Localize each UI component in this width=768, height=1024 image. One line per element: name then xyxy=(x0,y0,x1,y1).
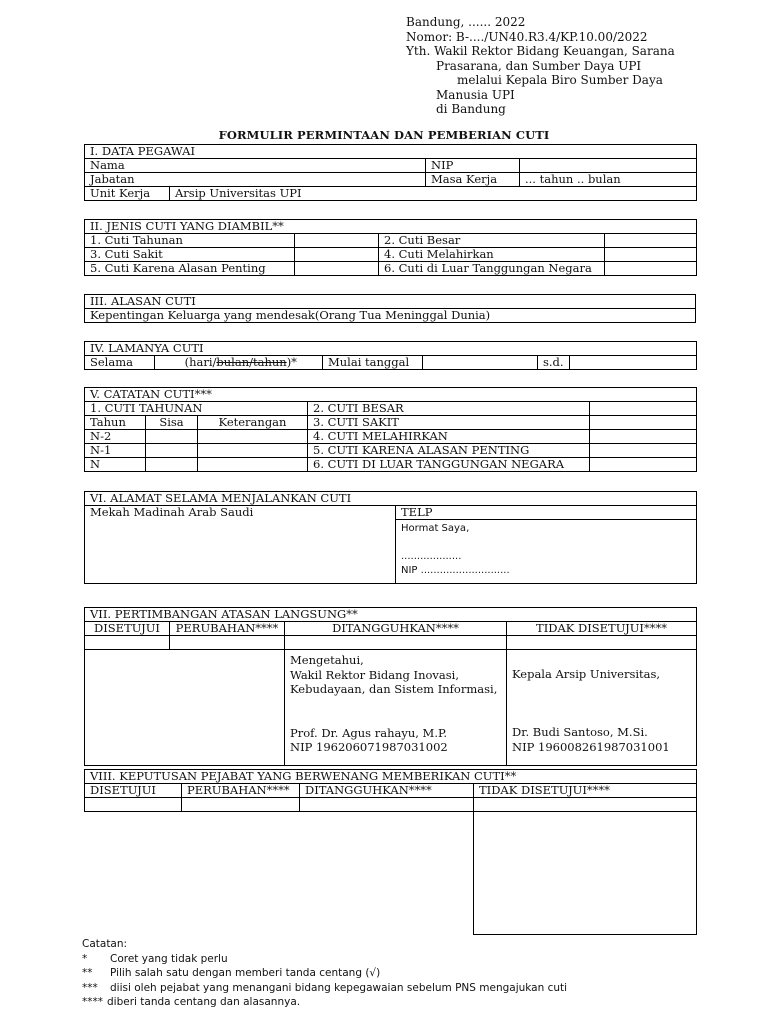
ditangguhkan-check[interactable] xyxy=(285,636,507,650)
unit-kerja-field[interactable]: Arsip Universitas UPI xyxy=(170,187,697,201)
masa-kerja-label: Masa Kerja xyxy=(426,173,520,187)
perubahan-header: PERUBAHAN**** xyxy=(182,784,300,798)
cuti-option-label: 2. Cuti Besar xyxy=(379,234,605,248)
note-item: *** diisi oleh pejabat yang menangani bidang kepegawaian sebelum PNS mengajukan cuti xyxy=(82,981,568,994)
ditangguhkan-check[interactable] xyxy=(300,798,474,812)
addressee-line-5: di Bandung xyxy=(436,102,506,116)
section-catatan-cuti xyxy=(84,387,697,472)
cuti-option-label: 5. Cuti Karena Alasan Penting xyxy=(85,262,295,276)
mulai-tanggal-label: Mulai tanggal xyxy=(323,356,423,370)
catatan-field[interactable] xyxy=(590,402,697,416)
kepala-arsip-title: Kepala Arsip Universitas, xyxy=(512,667,661,681)
sd-label: s.d. xyxy=(538,356,570,370)
section-heading: VI. ALAMAT SELAMA MENJALANKAN CUTI xyxy=(85,492,697,506)
catatan-field[interactable] xyxy=(590,444,697,458)
nip-field[interactable] xyxy=(520,159,697,173)
perubahan-check[interactable] xyxy=(170,636,285,650)
wakil-rektor-nip: NIP 196206071987031002 xyxy=(290,740,448,754)
cuti-option-label: 4. Cuti Melahirkan xyxy=(379,248,605,262)
sisa-field[interactable] xyxy=(146,444,198,458)
hormat-saya: Hormat Saya, xyxy=(401,523,470,534)
disetujui-check[interactable] xyxy=(85,798,182,812)
kepala-arsip-nip: NIP 196008261987031001 xyxy=(512,739,670,754)
footnotes xyxy=(82,937,567,1010)
section-heading: VIII. KEPUTUSAN PEJABAT YANG BERWENANG MEMBERIKAN CUTI** xyxy=(85,770,697,784)
wakil-rektor-name: Prof. Dr. Agus rahayu, M.P. xyxy=(290,725,448,740)
section-heading: III. ALASAN CUTI xyxy=(85,295,696,309)
telp-label: TELP xyxy=(396,506,697,520)
cuti-check-cell[interactable] xyxy=(605,248,697,262)
catatan-label: 5. CUTI KARENA ALASAN PENTING xyxy=(308,444,590,458)
section-lamanya-cuti xyxy=(84,341,697,370)
unit-struck: bulan/tahun xyxy=(216,355,287,369)
alamat-field[interactable]: Mekah Madinah Arab Saudi xyxy=(85,506,396,584)
place-date: Bandung, ...... 2022 xyxy=(406,15,526,29)
notes-title: Catatan: xyxy=(82,938,128,950)
kepala-arsip-name: Dr. Budi Santoso, M.Si. xyxy=(512,725,648,739)
catatan-field[interactable] xyxy=(590,416,697,430)
cuti-check-cell[interactable] xyxy=(605,234,697,248)
selama-label: Selama xyxy=(85,356,155,370)
jabatan-label: Jabatan xyxy=(85,173,426,187)
cuti-check-cell[interactable] xyxy=(605,262,697,276)
keterangan-field[interactable] xyxy=(198,444,308,458)
tidak-disetujui-header: TIDAK DISETUJUI**** xyxy=(474,784,697,798)
catatan-field[interactable] xyxy=(590,458,697,472)
section-heading: IV. LAMANYA CUTI xyxy=(85,342,697,356)
wakil-rektor-title-1: Wakil Rektor Bidang Inovasi, xyxy=(290,667,460,682)
tahun-n1: N-1 xyxy=(85,444,146,458)
section-heading: V. CATATAN CUTI*** xyxy=(85,388,697,402)
note-item: ** Pilih salah satu dengan memberi tanda centang (√) xyxy=(82,967,381,979)
perubahan-header: PERUBAHAN**** xyxy=(170,622,285,636)
catatan-field[interactable] xyxy=(590,430,697,444)
catatan-label: 4. CUTI MELAHIRKAN xyxy=(308,430,590,444)
disetujui-header: DISETUJUI xyxy=(85,622,170,636)
ditangguhkan-header: DITANGGUHKAN**** xyxy=(300,784,474,798)
letter-header xyxy=(406,15,675,117)
mengetahui-label: Mengetahui, xyxy=(290,653,364,667)
sisa-field[interactable] xyxy=(146,430,198,444)
cuti-tahunan-label: 1. CUTI TAHUNAN xyxy=(85,402,308,416)
keterangan-header: Keterangan xyxy=(198,416,308,430)
signature-box xyxy=(396,520,697,584)
section-heading: I. DATA PEGAWAI xyxy=(85,145,697,159)
selama-unit[interactable] xyxy=(155,356,323,370)
ditangguhkan-header: DITANGGUHKAN**** xyxy=(285,622,507,636)
section-alamat-cuti xyxy=(84,491,697,584)
tidak-disetujui-check[interactable] xyxy=(474,798,697,812)
keterangan-field[interactable] xyxy=(198,458,308,472)
sd-field[interactable] xyxy=(570,356,697,370)
sisa-field[interactable] xyxy=(146,458,198,472)
masa-kerja-field[interactable]: ... tahun .. bulan xyxy=(520,173,697,187)
unit-open: (hari/ xyxy=(184,355,217,369)
unit-kerja-label: Unit Kerja xyxy=(85,187,170,201)
tidak-disetujui-check[interactable] xyxy=(507,636,697,650)
mulai-tanggal-field[interactable] xyxy=(423,356,538,370)
catatan-label: 2. CUTI BESAR xyxy=(308,402,590,416)
perubahan-check[interactable] xyxy=(182,798,300,812)
section-heading: II. JENIS CUTI YANG DIAMBIL** xyxy=(85,220,697,234)
section-keputusan-pejabat xyxy=(84,769,697,935)
wakil-rektor-signature xyxy=(285,650,507,766)
addressee-line-2: Prasarana, dan Sumber Daya UPI xyxy=(436,58,642,73)
catatan-label: 3. CUTI SAKIT xyxy=(308,416,590,430)
wakil-rektor-title-2: Kebudayaan, dan Sistem Informasi, xyxy=(290,682,498,696)
kepala-arsip-signature xyxy=(507,650,697,766)
signature-dots: ................... xyxy=(401,551,462,562)
nip-label: NIP xyxy=(426,159,520,173)
atasan-blank xyxy=(85,650,285,766)
addressee-line-1: Yth. Wakil Rektor Bidang Keuangan, Sarana xyxy=(406,44,675,58)
unit-close: )* xyxy=(286,355,297,369)
cuti-option-label: 1. Cuti Tahunan xyxy=(85,234,295,248)
note-item: * Coret yang tidak perlu xyxy=(82,952,228,965)
keterangan-field[interactable] xyxy=(198,430,308,444)
tahun-header: Tahun xyxy=(85,416,146,430)
cuti-check-cell[interactable] xyxy=(295,248,379,262)
section-heading: VII. PERTIMBANGAN ATASAN LANGSUNG** xyxy=(85,608,697,622)
nama-label: Nama xyxy=(85,159,426,173)
cuti-check-cell[interactable] xyxy=(295,234,379,248)
sisa-header: Sisa xyxy=(146,416,198,430)
tahun-n2: N-2 xyxy=(85,430,146,444)
section-alasan-cuti xyxy=(84,294,696,323)
cuti-option-label: 6. Cuti di Luar Tanggungan Negara xyxy=(379,262,605,276)
section-pertimbangan-atasan xyxy=(84,607,697,766)
section-data-pegawai xyxy=(84,144,697,201)
disetujui-check[interactable] xyxy=(85,636,170,650)
cuti-check-cell[interactable] xyxy=(295,262,379,276)
disetujui-header: DISETUJUI xyxy=(85,784,182,798)
form-title: FORMULIR PERMINTAAN DAN PEMBERIAN CUTI xyxy=(218,128,550,142)
pejabat-signature-box xyxy=(474,812,697,935)
addressee-line-4: Manusia UPI xyxy=(436,87,515,102)
letter-number: Nomor: B-..../UN40.R3.4/KP.10.00/2022 xyxy=(406,29,648,44)
tahun-n: N xyxy=(85,458,146,472)
signature-nip: NIP ............................ xyxy=(401,565,510,576)
tidak-disetujui-header: TIDAK DISETUJUI**** xyxy=(507,622,697,636)
cuti-option-label: 3. Cuti Sakit xyxy=(85,248,295,262)
section-jenis-cuti xyxy=(84,219,697,276)
alasan-field[interactable]: Kepentingan Keluarga yang mendesak(Orang Tua Meninggal Dunia) xyxy=(85,309,696,323)
catatan-label: 6. CUTI DI LUAR TANGGUNGAN NEGARA xyxy=(308,458,590,472)
note-item: **** diberi tanda centang dan alasannya. xyxy=(82,996,301,1008)
pejabat-blank xyxy=(85,812,474,935)
addressee-line-3: melalui Kepala Biro Sumber Daya xyxy=(457,73,663,87)
